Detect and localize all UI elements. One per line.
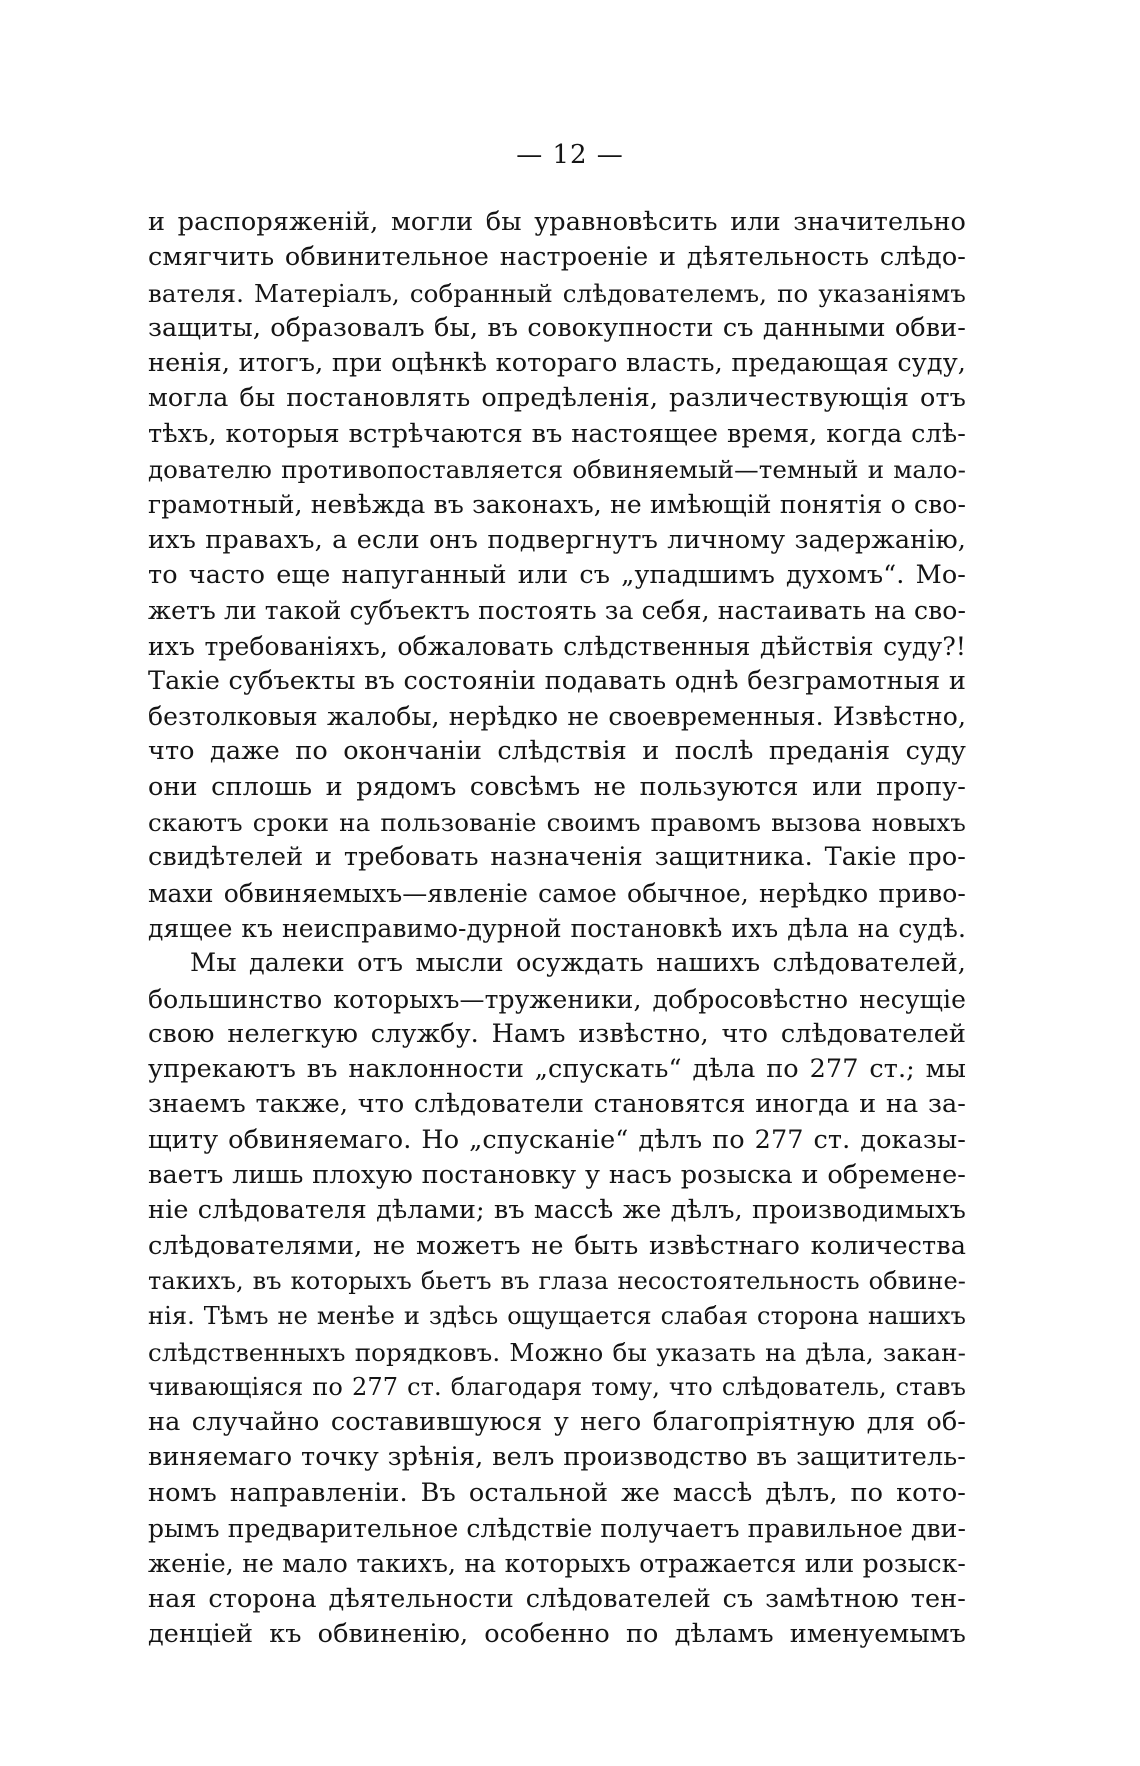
text-line: они сплошь и рядомъ совсѣмъ не пользуются или пропу- [148,771,966,802]
text-line: женіе, не мало такихъ, на которыхъ отражается или розыск- [148,1549,966,1579]
text-line: вателя. Матеріалъ, собранный слѣдователемъ, по указаніямъ [148,278,966,308]
body-text [148,205,966,1652]
paragraph-1 [148,205,966,946]
text-line: нія. Тѣмъ не менѣе и здѣсь ощущается слабая сторона нашихъ [148,1302,966,1331]
text-line: слѣдственныхъ порядковъ. Можно бы указать на дѣла, закан- [148,1337,966,1367]
page-number: — 12 — [516,140,624,170]
text-line: тѣхъ, которыя встрѣчаются въ настоящее время, когда слѣ- [148,418,966,449]
text-line: защиты, образовалъ бы, въ совокупности съ данными обви- [148,312,966,343]
text-line: ніе слѣдователя дѣлами; въ массѣ же дѣлъ, производимыхъ [148,1195,966,1226]
text-line: грамотный, невѣжда въ законахъ, не имѣющій понятія о сво- [148,490,966,520]
text-line: денціей къ обвиненію, особенно по дѣламъ именуемымъ [148,1618,966,1649]
text-line: такихъ, въ которыхъ бьетъ въ глаза несостоятельность обвине- [148,1266,966,1295]
text-line: дователю противопоставляется обвиняемый—темный и мало- [148,455,966,485]
text-line: слѣдователями, не можетъ не быть извѣстнаго количества [148,1230,966,1261]
text-line: рымъ предварительное слѣдствіе получаетъ правильное дви- [148,1513,966,1543]
text-line: чивающіяся по 277 ст. благодаря тому, что слѣдователь, ставъ [148,1372,966,1401]
text-line: знаемъ также, что слѣдователи становятся иногда и на за- [148,1089,966,1120]
text-line: смягчить обвинительное настроеніе и дѣятельность слѣдо- [148,242,966,273]
text-line: виняемаго точку зрѣнія, велъ производство въ защититель- [148,1442,966,1473]
text-line: свидѣтелей и требовать назначенія защитника. Такіе про- [148,842,966,873]
text-line: Такіе субъекты въ состояніи подавать однѣ безграмотныя и [148,665,966,696]
text-line: щиту обвиняемаго. Но „спусканіе“ дѣлъ по 277 ст. доказы- [148,1124,966,1155]
text-line: большинство которыхъ—труженики, добросовѣстно несущіе [148,984,966,1014]
text-line: могла бы постановлять опредѣленія, различествующія отъ [148,383,966,414]
text-line: свою нелегкую службу. Намъ извѣстно, что слѣдователей [148,1018,966,1049]
text-line: безтолковыя жалобы, нерѣдко не своевременныя. Извѣстно, [148,702,966,732]
text-line: ная сторона дѣятельности слѣдователей съ замѣтною тен- [148,1583,966,1614]
text-line: что даже по окончаніи слѣдствія и послѣ преданія суду [148,736,966,767]
text-line: ихъ требованіяхъ, обжаловать слѣдственныя дѣйствія суду?! [148,631,966,661]
text-line: и распоряженій, могли бы уравновѣсить или значительно [148,207,966,237]
text-line: махи обвиняемыхъ—явленіе самое обычное, нерѣдко приво- [148,878,966,908]
text-line: ихъ правахъ, а если онъ подвергнутъ личному задержанію, [148,524,966,555]
text-line: скаютъ сроки на пользованіе своимъ правомъ вызова новыхъ [148,808,966,838]
text-line: ваетъ лишь плохую постановку у насъ розыска и обремене- [148,1160,966,1191]
text-line: Мы далеки отъ мысли осуждать нашихъ слѣдователей, [190,948,966,979]
text-line: то часто еще напуганный или съ „упадшимъ духомъ“. Мо- [148,559,966,590]
text-line: номъ направленіи. Въ остальной же массѣ дѣлъ, по кото- [148,1477,966,1508]
text-line: ненія, итогъ, при оцѣнкѣ котораго власть, предающая суду, [148,348,966,379]
text-line: упрекаютъ въ наклонности „спускать“ дѣла по 277 ст.; мы [148,1054,966,1085]
text-line: на случайно составившуюся у него благопріятную для об- [148,1407,966,1438]
paragraph-2 [148,946,966,1652]
text-line: дящее къ неисправимо-дурной постановкѣ ихъ дѣла на судѣ. [148,913,966,943]
text-line: жетъ ли такой субъектъ постоять за себя, настаивать на сво- [148,596,966,626]
